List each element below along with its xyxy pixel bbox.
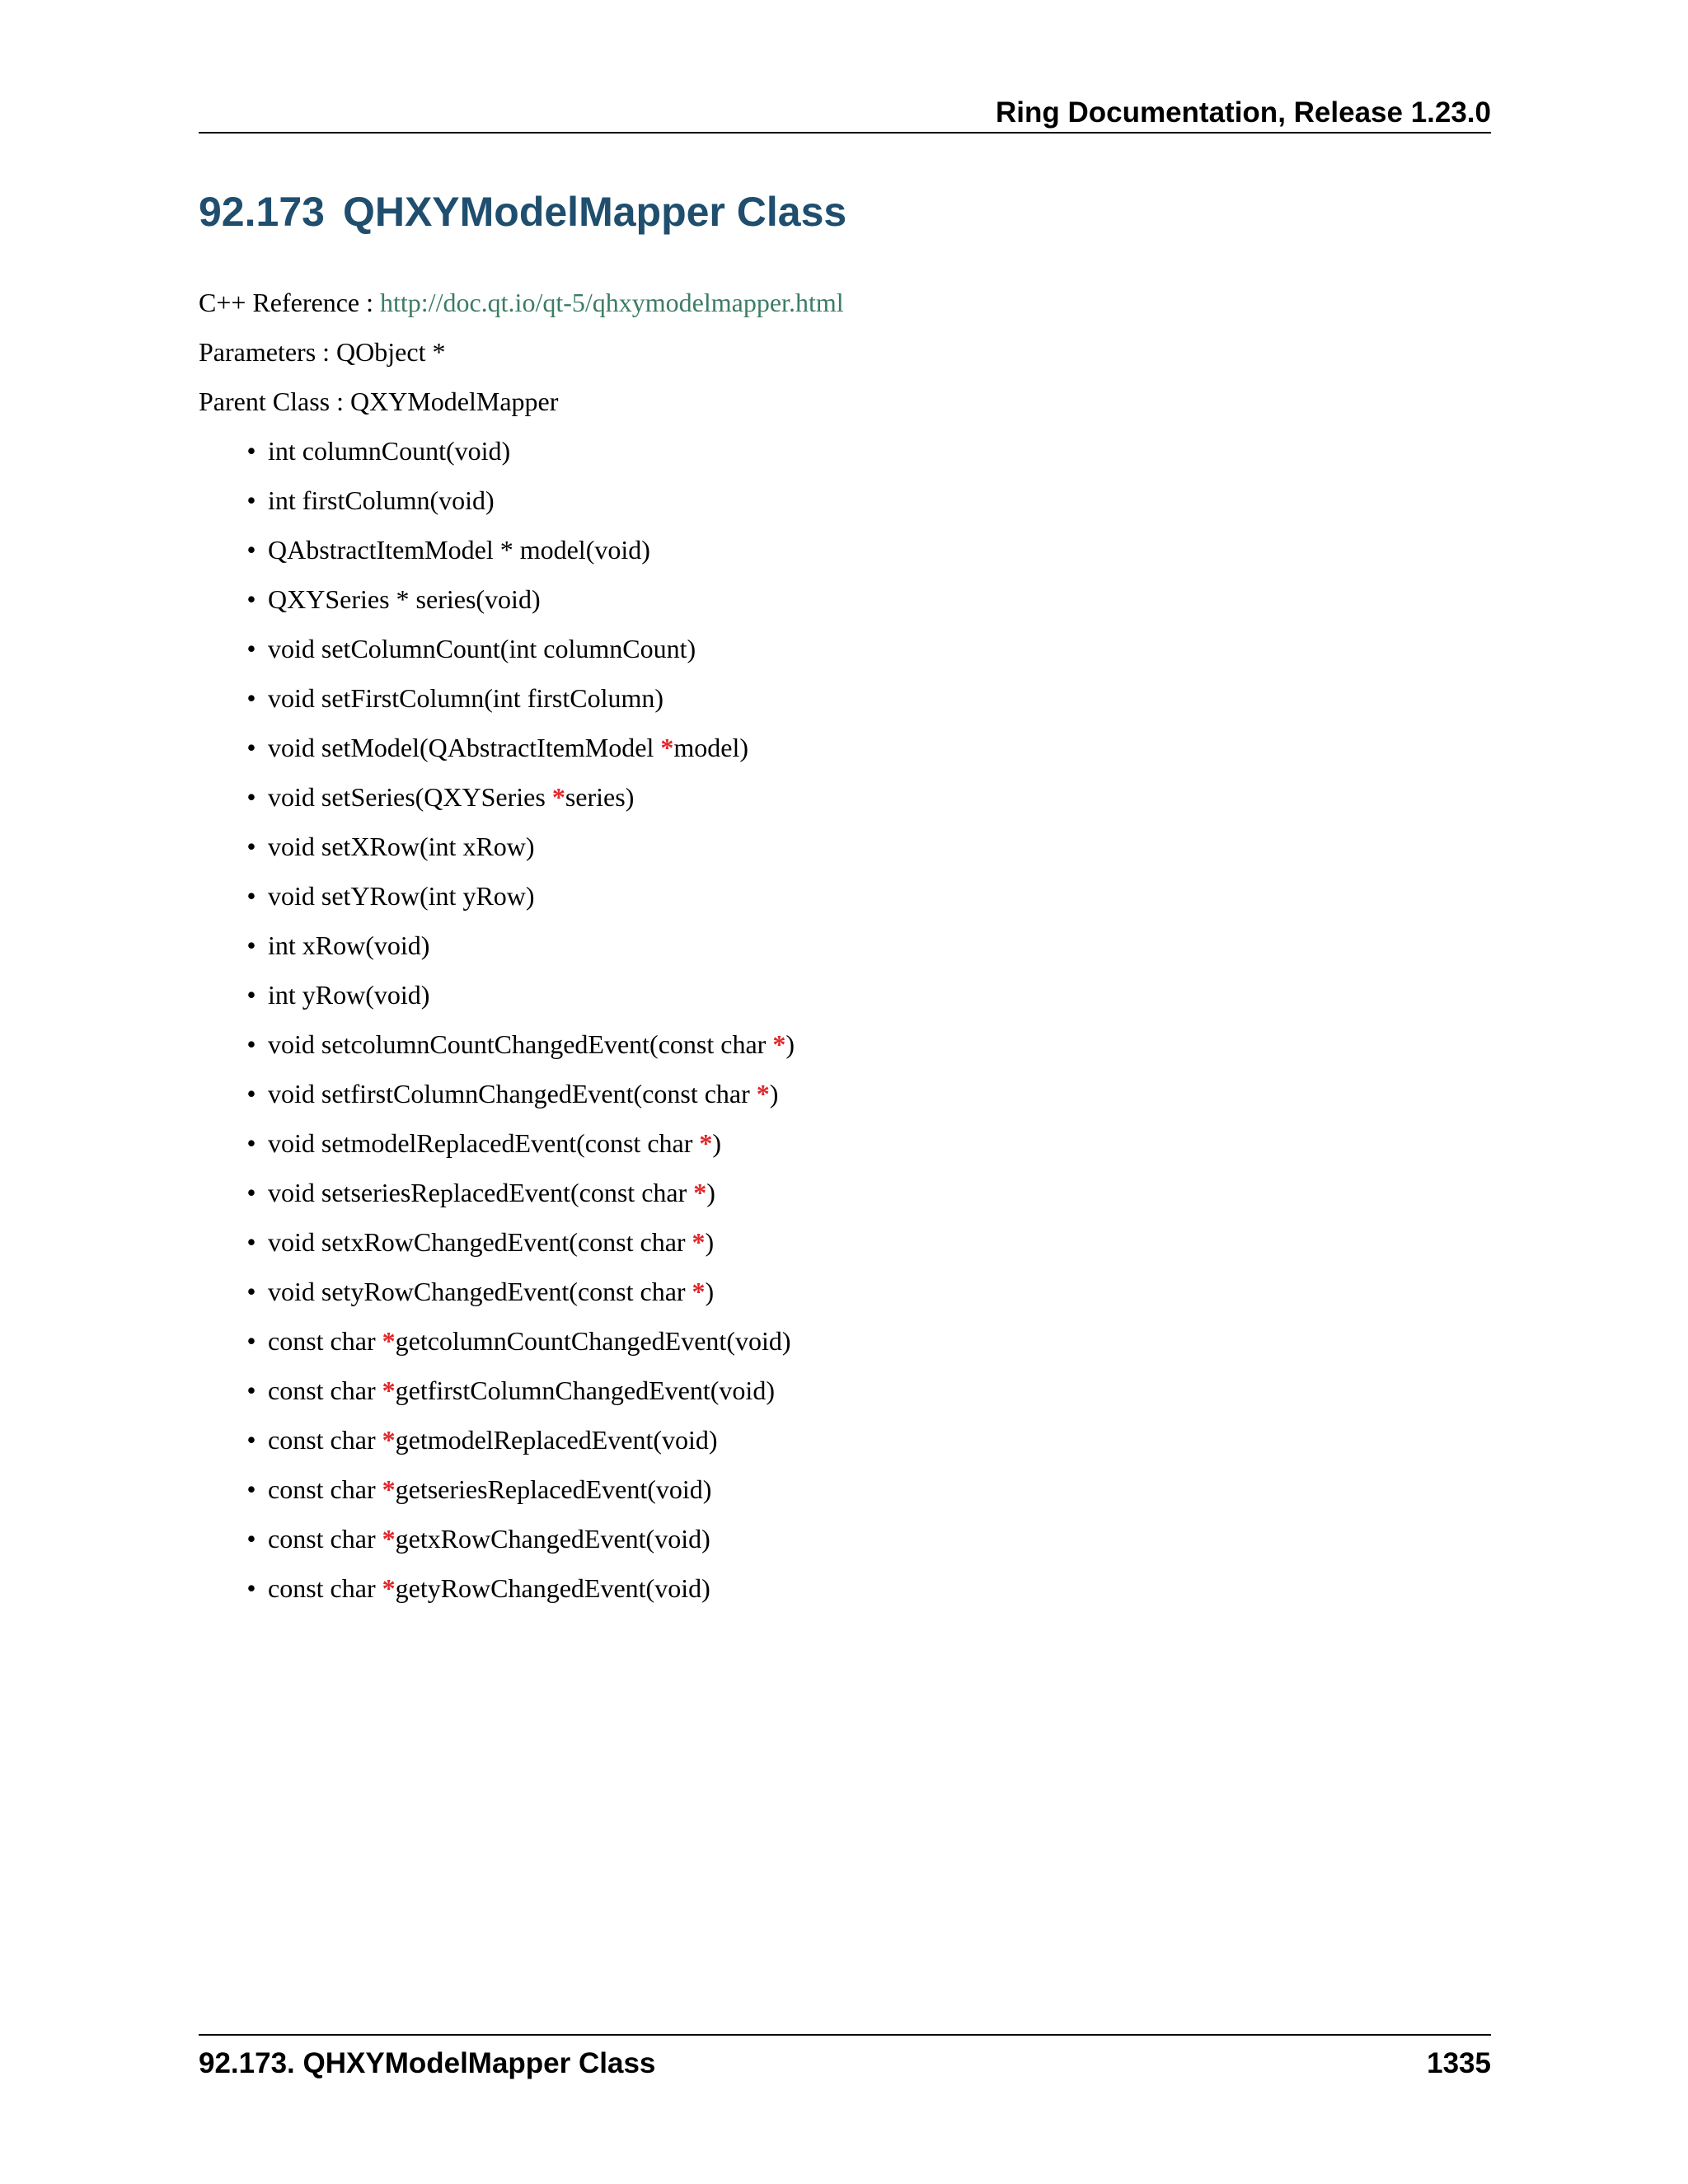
method-signature-start: void setmodelReplacedEvent(const char <box>268 1128 700 1158</box>
pointer-asterisk: * <box>692 1277 706 1306</box>
bullet-icon: • <box>246 1029 256 1059</box>
method-item <box>199 1176 1491 1226</box>
bullet-icon: • <box>246 1178 256 1207</box>
bullet-icon: • <box>246 1524 256 1554</box>
method-signature-start: void setYRow(int yRow) <box>268 881 535 911</box>
pointer-asterisk: * <box>693 1178 707 1207</box>
bullet-icon: • <box>246 634 256 663</box>
pointer-asterisk: * <box>551 782 565 812</box>
method-signature-end: getyRowChangedEvent(void) <box>395 1573 710 1603</box>
bullet-icon: • <box>246 881 256 911</box>
bullet-icon: • <box>246 436 256 466</box>
method-item <box>199 1522 1491 1572</box>
bullet-icon: • <box>246 980 256 1010</box>
method-signature-end: getcolumnCountChangedEvent(void) <box>395 1326 791 1356</box>
method-signature-end: ) <box>785 1029 795 1059</box>
method-signature-start: void setFirstColumn(int firstColumn) <box>268 683 664 713</box>
bullet-icon: • <box>246 535 256 565</box>
method-item <box>199 1324 1491 1374</box>
bullet-icon: • <box>246 782 256 812</box>
bullet-icon: • <box>246 1425 256 1455</box>
method-item <box>199 583 1491 632</box>
cpp-reference-label: C++ Reference : <box>199 288 380 317</box>
page-number: 1335 <box>1427 2047 1491 2079</box>
method-signature-start: const char <box>268 1326 382 1356</box>
parent-class-value: QXYModelMapper <box>349 387 559 416</box>
bullet-icon: • <box>246 1474 256 1504</box>
method-item <box>199 1423 1491 1473</box>
bullet-icon: • <box>246 1277 256 1306</box>
bullet-icon: • <box>246 1227 256 1257</box>
cpp-reference-line <box>199 286 1491 335</box>
method-item <box>199 879 1491 929</box>
bullet-icon: • <box>246 1326 256 1356</box>
parent-class-label: Parent Class : <box>199 387 350 416</box>
method-signature-start: void setModel(QAbstractItemModel <box>268 733 661 762</box>
pointer-asterisk: * <box>660 733 674 762</box>
pointer-asterisk: * <box>699 1128 713 1158</box>
method-signature-end: getmodelReplacedEvent(void) <box>395 1425 718 1455</box>
class-description <box>199 286 1491 1621</box>
method-item <box>199 1275 1491 1324</box>
pointer-asterisk: * <box>382 1524 396 1554</box>
method-item <box>199 731 1491 780</box>
parameters-line <box>199 335 1491 385</box>
bullet-icon: • <box>246 683 256 713</box>
method-signature-start: void setyRowChangedEvent(const char <box>268 1277 692 1306</box>
method-signature-start: QAbstractItemModel * model(void) <box>268 535 650 565</box>
method-item <box>199 1572 1491 1621</box>
method-item <box>199 632 1491 682</box>
bullet-icon: • <box>246 832 256 861</box>
method-item <box>199 1028 1491 1077</box>
bullet-icon: • <box>246 1128 256 1158</box>
pointer-asterisk: * <box>382 1573 396 1603</box>
method-item <box>199 434 1491 484</box>
bullet-icon: • <box>246 930 256 960</box>
method-item <box>199 533 1491 583</box>
method-signature-start: const char <box>268 1474 382 1504</box>
method-list <box>199 434 1491 1621</box>
section-number: 92.173 <box>199 189 325 235</box>
method-signature-start: int columnCount(void) <box>268 436 511 466</box>
bullet-icon: • <box>246 1376 256 1405</box>
bullet-icon: • <box>246 733 256 762</box>
method-item <box>199 1077 1491 1127</box>
section-title: QHXYModelMapper Class <box>342 189 847 235</box>
pointer-asterisk: * <box>756 1079 770 1108</box>
method-signature-start: void setxRowChangedEvent(const char <box>268 1227 692 1257</box>
method-signature-start: int xRow(void) <box>268 930 430 960</box>
method-signature-start: int yRow(void) <box>268 980 430 1010</box>
method-signature-end: ) <box>705 1227 715 1257</box>
method-signature-end: getseriesReplacedEvent(void) <box>395 1474 712 1504</box>
pointer-asterisk: * <box>382 1326 396 1356</box>
method-signature-end: ) <box>706 1178 715 1207</box>
bullet-icon: • <box>246 1573 256 1603</box>
method-signature-start: void setXRow(int xRow) <box>268 832 535 861</box>
pointer-asterisk: * <box>382 1376 396 1405</box>
method-item <box>199 1473 1491 1522</box>
method-item <box>199 484 1491 533</box>
method-signature-end: model) <box>673 733 748 762</box>
method-signature-start: void setseriesReplacedEvent(const char <box>268 1178 694 1207</box>
page-header <box>199 92 1491 134</box>
pointer-asterisk: * <box>382 1425 396 1455</box>
method-signature-start: const char <box>268 1425 382 1455</box>
method-item <box>199 682 1491 731</box>
parameters-value: QObject * <box>336 337 446 367</box>
footer-section-title: 92.173. QHXYModelMapper Class <box>199 2047 656 2079</box>
method-signature-end: ) <box>712 1128 722 1158</box>
method-signature-start: void setcolumnCountChangedEvent(const char <box>268 1029 773 1059</box>
method-item <box>199 1127 1491 1176</box>
parameters-label: Parameters : <box>199 337 337 367</box>
method-signature-end: series) <box>565 782 635 812</box>
method-signature-start: const char <box>268 1524 382 1554</box>
bullet-icon: • <box>246 485 256 515</box>
method-signature-start: void setSeries(QXYSeries <box>268 782 552 812</box>
method-item <box>199 929 1491 978</box>
method-signature-start: void setfirstColumnChangedEvent(const char <box>268 1079 757 1108</box>
method-signature-start: void setColumnCount(int columnCount) <box>268 634 696 663</box>
method-item <box>199 830 1491 879</box>
cpp-reference-link[interactable]: http://doc.qt.io/qt-5/qhxymodelmapper.html <box>380 288 844 317</box>
method-signature-start: QXYSeries * series(void) <box>268 584 541 614</box>
section-heading <box>199 190 846 235</box>
pointer-asterisk: * <box>772 1029 786 1059</box>
method-item <box>199 780 1491 830</box>
pointer-asterisk: * <box>382 1474 396 1504</box>
page-footer <box>199 2034 1491 2085</box>
method-signature-start: int firstColumn(void) <box>268 485 495 515</box>
method-signature-start: const char <box>268 1376 382 1405</box>
method-item <box>199 1374 1491 1423</box>
method-signature-end: ) <box>705 1277 715 1306</box>
bullet-icon: • <box>246 584 256 614</box>
method-signature-end: getfirstColumnChangedEvent(void) <box>395 1376 775 1405</box>
parent-class-line <box>199 385 1491 434</box>
method-signature-end: ) <box>769 1079 779 1108</box>
method-item <box>199 978 1491 1028</box>
pointer-asterisk: * <box>692 1227 706 1257</box>
method-signature-end: getxRowChangedEvent(void) <box>395 1524 710 1554</box>
method-item <box>199 1226 1491 1275</box>
bullet-icon: • <box>246 1079 256 1108</box>
method-signature-start: const char <box>268 1573 382 1603</box>
document-title: Ring Documentation, Release 1.23.0 <box>995 96 1491 129</box>
